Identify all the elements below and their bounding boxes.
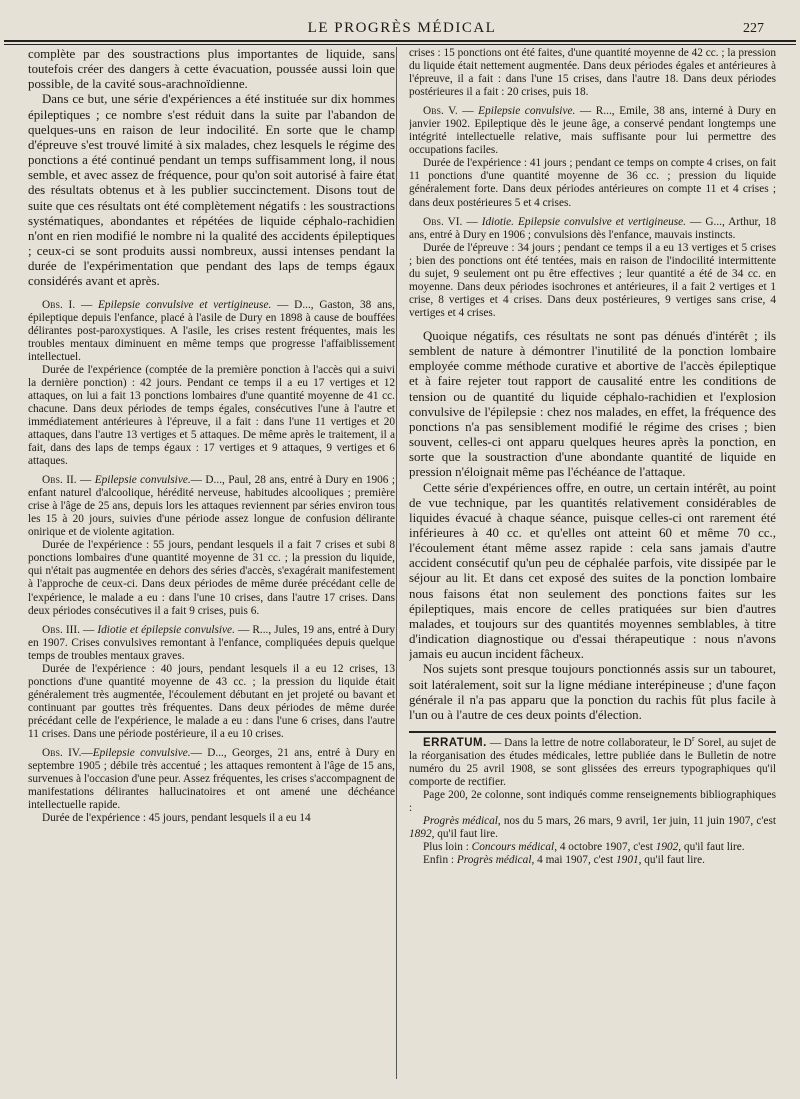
observation-6: Obs. VI. — Idiotie. Epilepsie convulsive et vertigineuse. — G..., Arthur, 18 ans, entré à Dury en 1906 ; convulsions dès l'enfance, mauvais instincts.: [409, 215, 776, 241]
paragraph-continuation: complète par des soustractions plus importantes de liquide, sans toutefois créer des dangers à cette évacuation, poussée aussi loin que possible, de la cavité sous-arachnoïdienne.: [28, 47, 395, 92]
obs-title: Epilepsie convulsive et vertigineuse.: [98, 298, 272, 311]
obs-text: — D..., Paul, 28 ans, entré à Dury en 1906 ; enfant naturel d'alcoolique, hérédité nerveuse, habitudes alcooliques ; première crise à l'âge de 25 ans, depuis lors les attaques reviennent par séries environ tous les 15 à 20 jours, suivies d'une période assez longue de confusion délirante onirique et de violente agitation.: [28, 474, 395, 539]
page-header: [28, 0, 776, 40]
erratum-correction-1: [409, 815, 776, 841]
paragraph-technique: Cette série d'expériences offre, en outre, un certain intérêt, au point de vue technique, par les quantités relativement considérables de liquides évacué à chaque séance, puisque celles-ci ont rarement été inférieures à 40 cc. et qu'elles ont atteint 60 et même 70 cc., l'écoulement étant même assez rapide : cela sans jamais d'autre accident consécutif qu'un peu de céphalée parfois, vite dissipée par le séjour au lit. Et dans cet exposé des suites de la ponction lombaire nous faisons état non seulement des ponctions faites sur les épileptiques, mais encore de celles pratiquées sur bien d'autres malades, et toujours sur des quantités moyennes semblables, à titre d'indication diagnostique ou d'essai thérapeutique : nous n'avons jamais eu aucun incident fâcheux.: [409, 480, 776, 662]
journal-name: Progrès médical: [456, 854, 532, 867]
obs-title: Epilepsie convulsive.: [94, 474, 191, 487]
erratum-correction-2: [409, 841, 776, 854]
erratum-correction-text: , 4 octobre 1907, c'est: [554, 841, 656, 854]
erratum-page-note: Page 200, 2e colonne, sont indiqués comme renseignements bibliographiques :: [409, 789, 776, 815]
observation-4-continuation: crises : 15 ponctions ont été faites, d'une quantité moyenne de 42 cc. ; la pression du liquide était nettement augmentée. Dans deux périodes égales et antérieures à l'épreuve, il a fait : dans l'une 15 crises, dans l'autre 18. Dans deux périodes postérieures il a fait : 20 crises, puis 18.: [409, 47, 776, 99]
obs-label: Obs. II.: [42, 474, 77, 487]
corrected-year: 1892: [409, 828, 432, 841]
erratum-heading: ERRATUM.: [423, 737, 487, 749]
obs-text: — D..., Gaston, 38 ans, épileptique depuis l'enfance, placé à l'asile de Dury en 1898 à cause de bouffées délirantes post-paroxystiques. A l'asile, les crises restent fréquentes, mais les troubles mentaux diminuent en même temps que progresse l'affaiblissement intellectuel.: [28, 298, 395, 363]
observation-1: Obs. I. — Epilepsie convulsive et vertigineuse. — D..., Gaston, 38 ans, épileptique depuis l'enfance, placé à l'asile de Dury en 1898 à cause de bouffées délirantes post-paroxystiques. A l'asile, les crises restent fréquentes, mais les troubles mentaux diminuent en même temps que progresse l'affaiblissement intellectuel.: [28, 298, 395, 363]
obs-title: Epilepsie convulsive.: [478, 105, 576, 118]
left-column: [28, 47, 395, 1091]
journal-name: Progrès médical: [423, 815, 498, 828]
erratum-paragraph: [409, 734, 776, 789]
obs-text: — G..., Arthur, 18 ans, entré à Dury en 1906 ; convulsions dès l'enfance, mauvais instincts.: [409, 215, 776, 241]
obs-text: — R..., Emile, 38 ans, interné à Dury en janvier 1902. Epileptique dès le jeune âge, a conservé pendant longtemps une intégrité intellectuelle relative, mais suffisante pour lui permettre des occupations faciles.: [409, 105, 776, 157]
erratum-correction-lead: Plus loin :: [423, 841, 472, 854]
observation-2: Obs. II. — Epilepsie convulsive.— D..., Paul, 28 ans, entré à Dury en 1906 ; enfant naturel d'alcoolique, hérédité nerveuse, habitudes alcooliques ; première crise à l'âge de 25 ans, depuis lors les attaques reviennent par séries environ tous les 15 à 20 jours, suivies d'une période assez longue de confusion délirante onirique et de violente agitation.: [28, 474, 395, 539]
corrected-year: 1902: [655, 841, 679, 854]
obs-text: — D..., Georges, 21 ans, entré à Dury en septembre 1905 ; débile très accentué ; les attaques remontent à l'âge de 15 ans, survenues à l'occasion d'une peur. Assez fréquentes, les crises s'accompagnent de manifestations délirantes hallucinatoires et ont amené une déchéance intellectuelle rapide.: [28, 747, 395, 812]
right-column: [409, 47, 776, 1091]
journal-name: Concours médical: [471, 841, 555, 854]
erratum-section: [409, 731, 776, 867]
erratum-text-cont: Sorel, au sujet de la réorganisation des études médicales, lettre publiée dans le Bulletin de notre numéro du 25 avril 1908, se sont glissées des erreurs typographiques qu'il comporte de rectifier.: [409, 737, 776, 789]
erratum-text: — Dans la lettre de notre collaborateur, le D: [489, 737, 692, 749]
obs-label: Obs. III.: [42, 623, 80, 636]
paragraph-experiment: Dans ce but, une série d'expériences a été instituée sur dix hommes épileptiques ; ce nombre s'est réduit dans la suite par l'abandon de quelques-uns en raison de leur indocilité. En sorte que le champ d'épreuve s'est trouvé limité à six malades, chez lesquels le régime des ponctions a été continué pendant un temps suffisamment long, il nous semble, et avec assez de fréquence, pour qu'on soit autorisé à faire état des résultats obtenus et à les publier succinctement. Disons tout de suite que ces résultats ont été complètement négatifs : les soustractions systématiques, abondantes et répétées de liquide céphalo-rachidien n'ont en rien modifié le nombre ni la qualité des accidents épileptiques ; ceux-ci se sont produits aussi nombreux, aussi intenses pendant la durée de l'expérimentation que pendant des laps de temps égaux considérés avant et après.: [28, 92, 395, 289]
running-title: LE PROGRÈS MÉDICAL: [307, 20, 497, 36]
observation-2-duration: Durée de l'expérience : 55 jours, pendant lesquels il a fait 7 crises et subi 8 ponctions lombaires d'une quantité moyenne de 31 cc. ; la pression du liquide, qui n'était pas augmentée en dehors des séries d'accès, s'exagérait manifestement à l'approche de ceux-ci. Dans deux périodes de même durée précédant celle de l'expérience, le malade a eu : dans l'une 10 crises, dans l'autre 17 crises. Dans deux périodes consécutives il a fait 9 crises, puis 6.: [28, 539, 395, 617]
observation-4: Obs. IV.—Epilepsie convulsive.— D..., Georges, 21 ans, entré à Dury en septembre 1905 ; débile très accentué ; les attaques remontent à l'âge de 15 ans, survenues à l'occasion d'une peur. Assez fréquentes, les crises s'accompagnent de manifestations délirantes hallucinatoires et ont amené une déchéance intellectuelle rapide.: [28, 747, 395, 812]
erratum-correction-end: , qu'il faut lire.: [678, 841, 745, 854]
observation-3: Obs. III. — Idiotie et épilepsie convulsive. — R..., Jules, 19 ans, entré à Dury en 1907. Crises convulsives remontant à l'enfance, compliquées depuis quelque temps de troubles mentaux graves.: [28, 623, 395, 662]
observation-1-duration: Durée de l'expérience (comptée de la première ponction à l'accès qui a suivi la dernière ponction) : 42 jours. Pendant ce temps il a eu 17 vertiges et 12 attaques, on lui a fait 13 ponctions lombaires d'une quantité moyenne de 41 cc. chacune. Dans deux périodes de temps égales, consécutives l'une à l'autre et immédiatement antérieures à l'épreuve, il a fait : dans l'une 11 vertiges et 20 attaques, dans l'autre 13 vertiges et 5 attaques. De même après le traitement, il a fait, dans des laps de temps égaux : 17 vertiges et 9 attaques, 9 vertiges et 6 attaques.: [28, 363, 395, 468]
obs-title: Idiotie et épilepsie convulsive.: [97, 623, 235, 636]
observation-4-duration: Durée de l'expérience : 45 jours, pendant lesquels il a eu 14: [42, 812, 311, 825]
erratum-correction-text: , nos du 5 mars, 26 mars, 9 avril, 1er juin, 11 juin 1907, c'est: [497, 815, 776, 828]
header-rule: [4, 40, 796, 45]
observation-5-duration: Durée de l'expérience : 41 jours ; pendant ce temps on compte 4 crises, on fait 11 ponctions d'une quantité moyenne de 36 cc. ; pression du liquide généralement forte. Dans deux périodes antérieures on compte 11 et 4 crises ; dans deux postérieures 5 et 4 crises.: [409, 157, 776, 209]
obs-label: Obs. I.: [42, 298, 76, 311]
erratum-correction-lead: Enfin :: [423, 854, 457, 867]
paragraph-conclusion: Quoique négatifs, ces résultats ne sont pas dénués d'intérêt ; ils semblent de nature à démontrer l'inutilité de la ponction lombaire employée comme méthode curative et abortive de l'accès épileptique et à faire rejeter tout rapport de causalité entre les conditions de tension ou de quantité du liquide céphalo-rachidien et l'explosion convulsive de l'épilepsie : chez nos malades, en effet, la fréquence des ponctions n'a pas sensiblement modifié le régime des crises ; bien souvent, celles-ci ont apparu quelques heures après la ponction, en sorte que la soustraction d'une abondante quantité de liquide en pression n'éloignait même pas l'échéance de l'attaque.: [409, 328, 776, 480]
observation-3-duration: Durée de l'expérience : 40 jours, pendant lesquels il a eu 12 crises, 13 ponctions d'une quantité moyenne de 43 cc. ; la pression du liquide était généralement très augmentée, l'écoulement débutant en jet projeté ou bavant et continuant par gouttes très fréquentes. Dans deux périodes de même durée précédant celle de l'expérience, le malade a eu : dans l'une 6 crises, dans l'autre 11 crises. Dans une période postérieure, il a eu 10 crises.: [28, 662, 395, 740]
obs-title: Idiotie. Epilepsie convulsive et vertigineuse.: [481, 215, 686, 228]
corrected-year: 1901: [616, 854, 639, 867]
obs-text: — R..., Jules, 19 ans, entré à Dury en 1907. Crises convulsives remontant à l'enfance, compliquées depuis quelque temps de troubles mentaux graves.: [28, 623, 395, 662]
obs-label: Obs. VI.: [423, 215, 463, 228]
text-columns: [28, 47, 776, 1091]
erratum-correction-end: , qu'il faut lire.: [431, 828, 498, 841]
erratum-correction-text: , 4 mai 1907, c'est: [531, 854, 617, 867]
erratum-correction-end: , qu'il faut lire.: [638, 854, 705, 867]
obs-title: Epilepsie convulsive.: [92, 747, 191, 760]
obs-label: Obs. IV.: [42, 747, 82, 760]
obs-label: Obs. V.: [423, 105, 458, 118]
observation-5: Obs. V. — Epilepsie convulsive. — R..., Emile, 38 ans, interné à Dury en janvier 1902. Epileptique dès le jeune âge, a conservé pendant longtemps une intégrité intellectuelle relative, mais suffisante pour lui permettre des occupations faciles.: [409, 105, 776, 157]
page-number: 227: [743, 21, 764, 36]
erratum-correction-3: [409, 854, 776, 867]
paragraph-position: Nos sujets sont presque toujours ponctionnés assis sur un tabouret, soit latéralement, soit sur la ligne médiane interépineuse ; d'une façon générale il n'a pas apparu que la ponction du rachis fût plus facile à l'un ou à l'autre de ces deux points d'élection.: [409, 662, 776, 722]
erratum-superscript: r: [691, 734, 695, 744]
observation-6-duration: Durée de l'épreuve : 34 jours ; pendant ce temps il a eu 13 vertiges et 5 crises ; bien des ponctions ont été tentées, mais en raison de l'indocilité intermittente du sujet, 9 seulement ont pu être effectives ; leur quantité a été de 34 cc. en moyenne. Dans deux périodes isochrones et antérieures, il a fait 2 vertiges et 1 crise, 8 vertiges et 4 crises. Dans deux postérieures, 9 vertiges sans crise, 4 vertiges et 4 crises.: [409, 241, 776, 319]
